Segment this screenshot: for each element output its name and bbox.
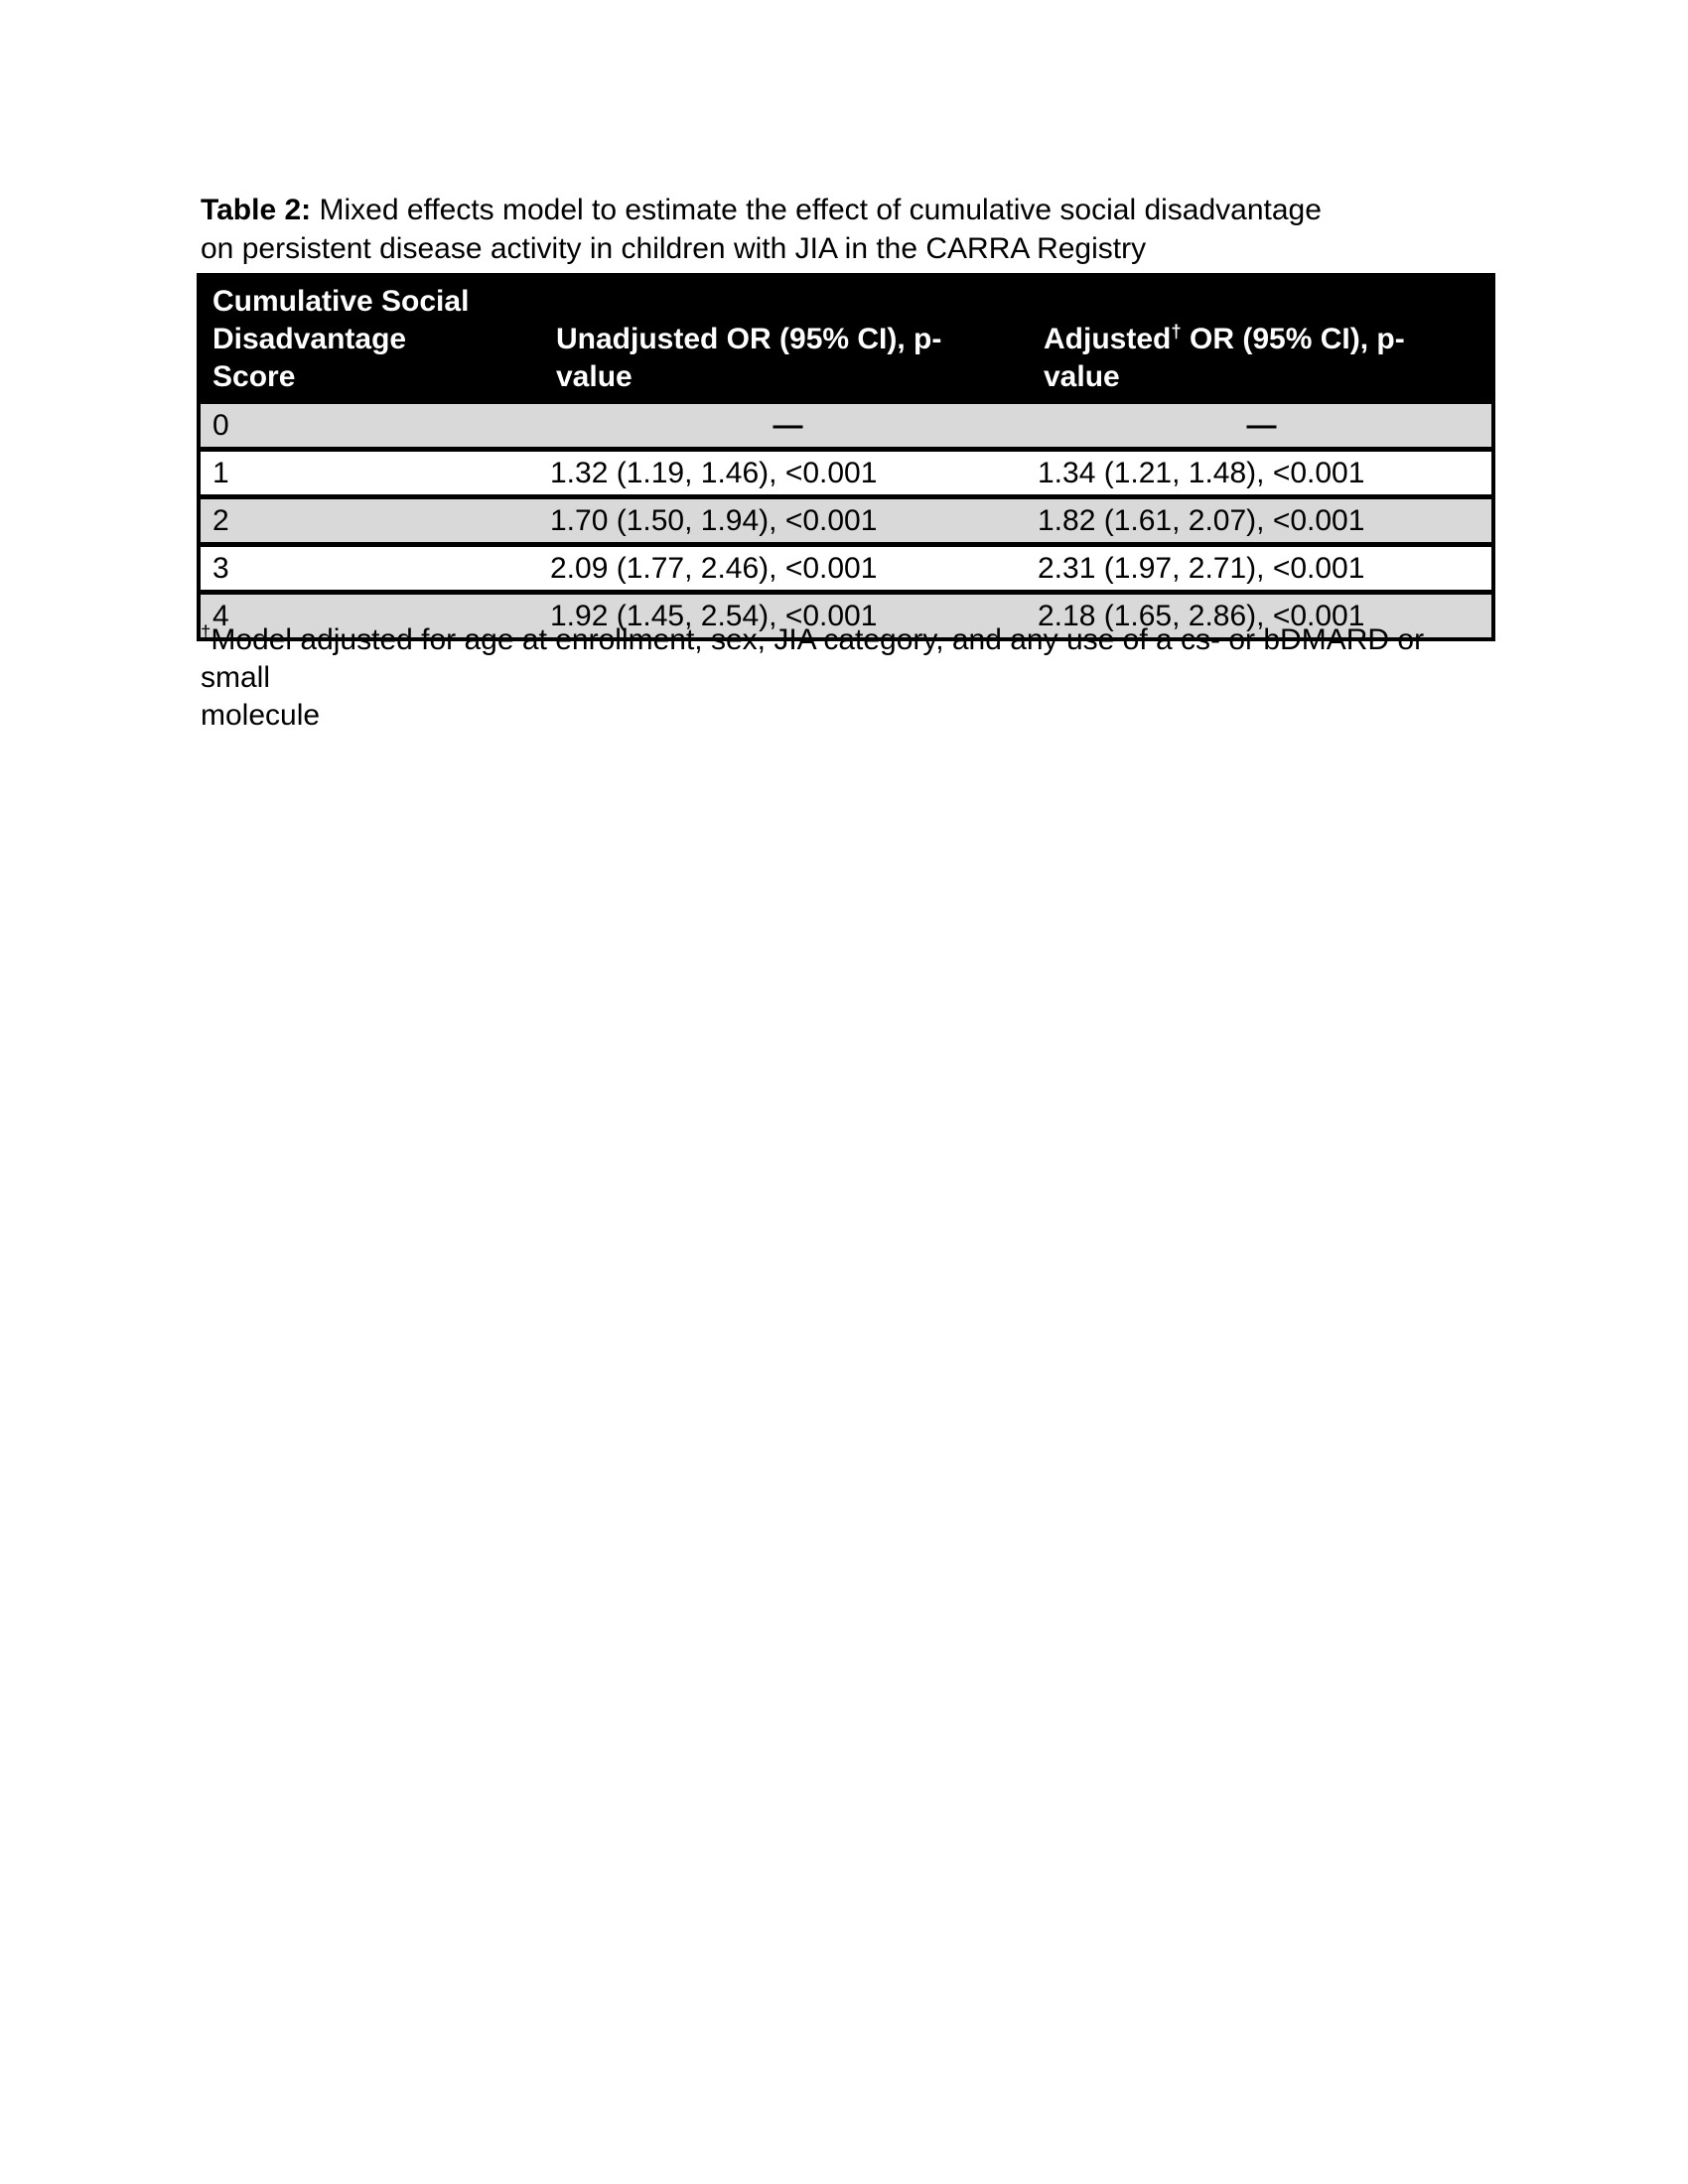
table-row-score-1	[199, 450, 1493, 497]
score-cell: 3	[212, 551, 229, 585]
header-line: Adjusted	[1044, 323, 1172, 355]
table-caption-line1: Mixed effects model to estimate the effect of cumulative social disadvantage	[311, 194, 1322, 226]
table-row-score-0	[199, 404, 1493, 450]
unadjusted-or-cell: 1.92 (1.45, 2.54), <0.001	[550, 599, 878, 632]
table-header-row	[199, 275, 1493, 404]
unadjusted-or-cell: 2.09 (1.77, 2.46), <0.001	[550, 551, 878, 585]
table-caption	[201, 191, 1491, 268]
header-unadjusted-or	[544, 275, 1032, 404]
header-line: value	[1044, 360, 1120, 393]
unadjusted-or-cell: 1.32 (1.19, 1.46), <0.001	[550, 456, 878, 489]
header-adjusted-or	[1032, 275, 1493, 404]
table-caption-label: Table 2:	[201, 194, 312, 226]
table-footnote	[201, 621, 1501, 735]
score-cell: 0	[212, 408, 229, 442]
score-cell: 2	[212, 503, 229, 537]
header-line: Cumulative Social	[212, 285, 470, 318]
footnote-line1: Model adjusted for age at enrollment, sex, JIA category, and any use of a cs- or bDMARD or small	[201, 623, 1425, 694]
table-row-score-2	[199, 497, 1493, 545]
header-line: Score	[212, 360, 296, 393]
header-line: Unadjusted OR (95% CI), p-	[556, 323, 942, 355]
dagger-icon: †	[201, 621, 211, 642]
footnote-line2: molecule	[201, 699, 321, 732]
header-line: Disadvantage	[212, 323, 407, 355]
score-cell: 1	[212, 456, 229, 489]
adjusted-or-cell: 2.31 (1.97, 2.71), <0.001	[1038, 551, 1365, 585]
adjusted-or-cell: 2.18 (1.65, 2.86), <0.001	[1038, 599, 1365, 632]
table-row-score-3	[199, 545, 1493, 593]
header-line: OR (95% CI), p-	[1181, 323, 1405, 355]
unadjusted-or-cell: —	[773, 408, 803, 442]
adjusted-or-cell: 1.82 (1.61, 2.07), <0.001	[1038, 503, 1365, 537]
table-caption-line2: on persistent disease activity in children with JIA in the CARRA Registry	[201, 232, 1147, 265]
dagger-icon: †	[1171, 321, 1182, 341]
adjusted-or-cell: —	[1246, 408, 1277, 442]
unadjusted-or-cell: 1.70 (1.50, 1.94), <0.001	[550, 503, 878, 537]
header-line: value	[556, 360, 633, 393]
results-table	[197, 273, 1495, 641]
adjusted-or-cell: 1.34 (1.21, 1.48), <0.001	[1038, 456, 1365, 489]
score-cell: 4	[212, 599, 229, 632]
header-cumulative-social-disadvantage-score	[199, 275, 544, 404]
